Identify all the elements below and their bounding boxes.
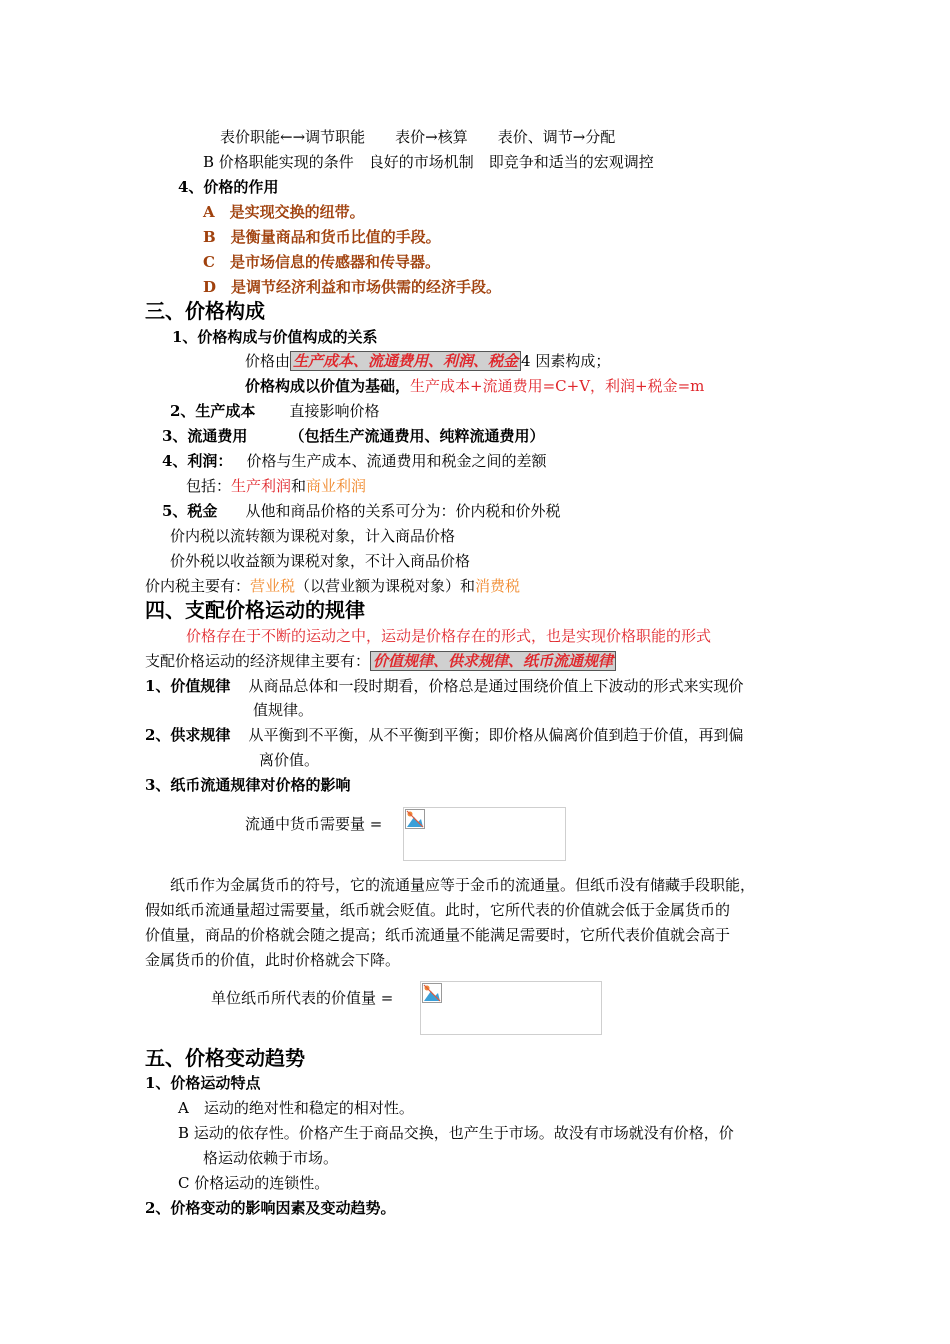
price-laws-line (145, 651, 616, 671)
section-heading-4: 四、支配价格运动的规律 (145, 598, 365, 622)
value-law-line (145, 676, 743, 696)
price-motion-feature-b: B 运动的依存性。价格产生于商品交换，也产生于市场。故没有市场就没有价格，价 (178, 1124, 734, 1142)
inner-tax-types-mid: （以营业额为课税对象）和 (295, 577, 476, 595)
paragraph-line-3: 价值量，商品的价格就会随之提高；纸币流通量不能满足需要时，它所代表价值就会高于 (145, 926, 731, 944)
price-motion-features-heading: 1、价格运动特点 (145, 1074, 261, 1092)
tax-label: 5、税金 (162, 502, 218, 520)
paragraph-line-1: 纸币作为金属货币的符号，它的流通量应等于金币的流通量。但纸币没有储藏手段职能， (170, 876, 756, 894)
value-law-desc-cont: 值规律。 (253, 701, 314, 719)
paragraph-line-2: 假如纸币流通量超过需要量，纸币就会贬值。此时，它所代表的价值就会低于金属货币的 (145, 901, 731, 919)
inner-tax-desc: 价内税以流转额为课税对象，计入商品价格 (170, 527, 456, 545)
profit-include-prefix: 包括： (186, 477, 232, 495)
price-role-c: C 是市场信息的传感器和传导器。 (203, 253, 440, 271)
price-value-formula: 生产成本+流通费用=C+V，利润+税金=m (410, 377, 705, 395)
production-cost-desc: 直接影响价格 (289, 402, 380, 420)
business-tax: 营业税 (250, 577, 296, 595)
profit-desc: 价格与生产成本、流通费用和税金之间的差额 (246, 452, 547, 470)
price-composition-relation: 1、价格构成与价值构成的关系 (172, 328, 378, 346)
production-profit: 生产利润 (231, 477, 292, 495)
profit-and: 和 (291, 477, 307, 495)
value-law-label: 1、价值规律 (145, 677, 231, 695)
supply-law-desc: 从平衡到不平衡，从不平衡到平衡；即价格从偏离价值到趋于价值，再到偏 (248, 726, 744, 744)
broken-image-icon (405, 809, 425, 829)
price-value-basis-label: 价格构成以价值为基础， (245, 377, 411, 395)
formula-1-label: 流通中货币需要量 = (245, 815, 383, 833)
price-motion-feature-a: A 运动的绝对性和稳定的相对性。 (178, 1099, 414, 1117)
consumption-tax: 消费税 (475, 577, 521, 595)
price-role-d: D 是调节经济利益和市场供需的经济手段。 (203, 278, 502, 296)
section-heading-3: 三、价格构成 (145, 299, 265, 323)
inner-tax-types-prefix: 价内税主要有： (145, 577, 251, 595)
paper-money-law-heading: 3、纸币流通规律对价格的影响 (145, 776, 351, 794)
price-role-b: B 是衡量商品和货币比值的手段。 (203, 228, 441, 246)
supply-law-line (145, 725, 743, 745)
formula-2-label: 单位纸币所代表的价值量 = (211, 989, 394, 1007)
paragraph-line-4: 金属货币的价值，此时价格就会下降。 (145, 951, 401, 969)
inner-tax-types-line (145, 576, 520, 596)
profit-label: 4、利润： (162, 452, 233, 470)
price-function-line: 表价职能←→调节职能 表价→核算 表价、调节→分配 (220, 128, 616, 146)
outer-tax-desc: 价外税以收益额为课税对象，不计入商品价格 (170, 552, 471, 570)
circulation-cost-line (162, 426, 544, 446)
price-value-basis-line (245, 376, 704, 396)
profit-line (162, 451, 546, 471)
price-change-factors-heading: 2、价格变动的影响因素及变动趋势。 (145, 1199, 396, 1217)
price-function-condition: B 价格职能实现的条件 良好的市场机制 即竞争和适当的宏观调控 (203, 153, 654, 171)
price-role-a: A 是实现交换的纽带。 (203, 203, 365, 221)
price-factors-suffix: 4 因素构成； (521, 352, 611, 370)
commercial-profit: 商业利润 (306, 477, 367, 495)
price-role-heading: 4、价格的作用 (178, 178, 279, 196)
price-factors-highlight: 生产成本、流通费用、利润、税金 (290, 351, 521, 371)
price-laws-prefix: 支配价格运动的经济规律主要有： (145, 652, 371, 670)
production-cost-label: 2、生产成本 (170, 402, 256, 420)
broken-image-icon (422, 983, 442, 1003)
price-motion-feature-c: C 价格运动的连锁性。 (178, 1174, 330, 1192)
price-factors-line (245, 351, 610, 371)
production-cost-line (170, 401, 379, 421)
price-laws-highlight: 价值规律、供求规律、纸币流通规律 (370, 651, 616, 671)
formula-1-image (403, 807, 566, 861)
profit-include-line (186, 476, 366, 496)
price-motion-statement: 价格存在于不断的运动之中，运动是价格存在的形式，也是实现价格职能的形式 (186, 627, 712, 645)
circulation-cost-label: 3、流通费用 (162, 427, 248, 445)
tax-line (162, 501, 560, 521)
supply-law-desc-cont: 离价值。 (259, 751, 320, 769)
value-law-desc: 从商品总体和一段时期看，价格总是通过围绕价值上下波动的形式来实现价 (248, 677, 744, 695)
section-heading-5: 五、价格变动趋势 (145, 1046, 305, 1070)
formula-2-image (420, 981, 602, 1035)
supply-law-label: 2、供求规律 (145, 726, 231, 744)
price-factors-prefix: 价格由 (245, 352, 291, 370)
tax-desc: 从他和商品价格的关系可分为：价内税和价外税 (245, 502, 561, 520)
circulation-cost-desc: （包括生产流通费用、纯粹流通费用） (289, 427, 545, 445)
price-motion-feature-b-cont: 格运动依赖于市场。 (203, 1149, 339, 1167)
